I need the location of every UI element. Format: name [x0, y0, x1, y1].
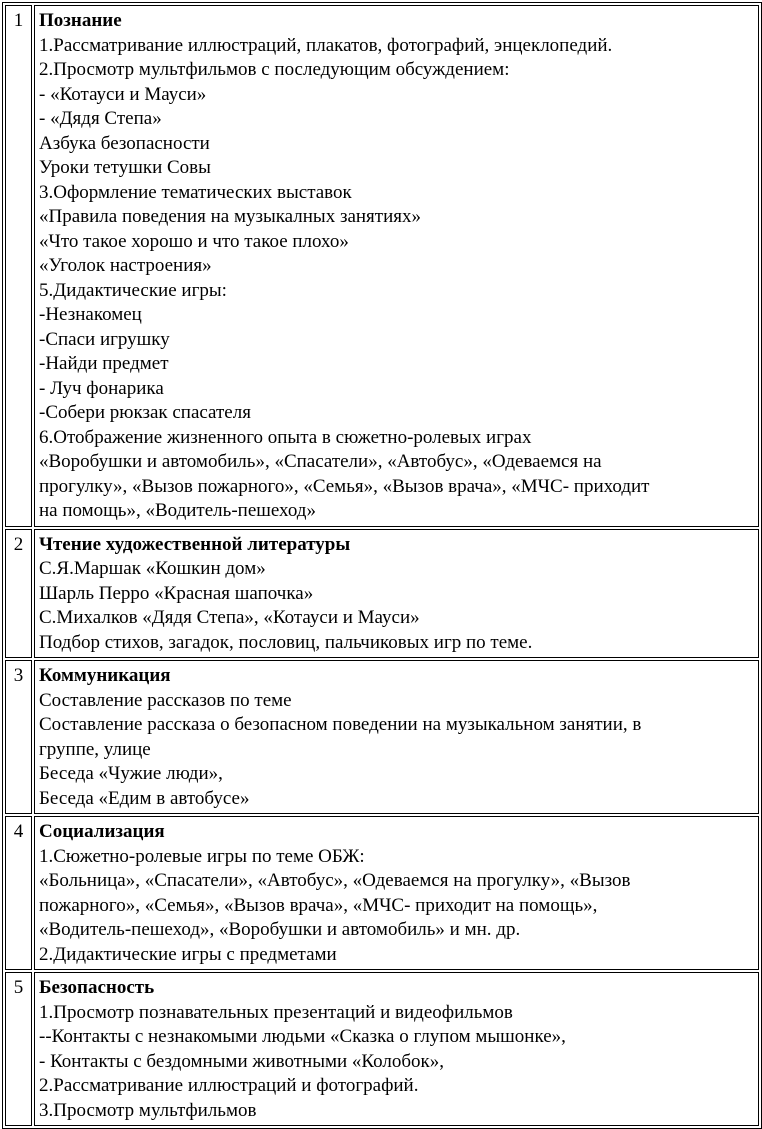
- table-row: [5, 816, 759, 970]
- section-line: 5.Дидактические игры:: [39, 279, 227, 301]
- table-row: [5, 5, 759, 527]
- section-line: 2.Просмотр мультфильмов с последующим обсуждением:: [39, 59, 510, 80]
- section-content: [34, 816, 759, 970]
- section-content: [34, 660, 759, 814]
- section-line: -Незнакомец: [39, 304, 142, 325]
- section-line: Азбука безопасности: [39, 132, 210, 154]
- section-line: прогулку», «Вызов пожарного», «Семья», «Вызов врача», «МЧС- приходит: [39, 475, 650, 497]
- section-content: [34, 972, 759, 1126]
- section-line: С.Михалков «Дядя Степа», «Котауси и Мауси»: [39, 607, 420, 628]
- section-line: «Водитель-пешеход», «Воробушки и автомобиль» и мн. др.: [39, 919, 521, 940]
- section-title: Безопасность: [39, 977, 155, 998]
- section-line: С.Я.Маршак «Кошкин дом»: [39, 558, 266, 579]
- section-line: группе, улице: [39, 738, 151, 760]
- row-number: 3: [5, 660, 32, 814]
- section-line: -Собери рюкзак спасателя: [39, 402, 251, 423]
- table-row: [5, 660, 759, 814]
- row-number: 2: [5, 529, 32, 659]
- section-title: Чтение художественной литературы: [39, 533, 351, 555]
- section-line: - Луч фонарика: [39, 377, 164, 399]
- section-content: [34, 5, 759, 527]
- section-line: -Спаси игрушку: [39, 328, 170, 350]
- row-number: 4: [5, 816, 32, 970]
- section-line: «Правила поведения на музыкалных занятиях»: [39, 206, 422, 227]
- section-line: - «Котауси и Мауси»: [39, 83, 207, 105]
- section-line: Составление рассказа о безопасном поведении на музыкальном занятии, в: [39, 714, 642, 735]
- section-line: Составление рассказов по теме: [39, 689, 292, 711]
- section-line: «Больница», «Спасатели», «Автобус», «Одеваемся на прогулку», «Вызов: [39, 870, 631, 891]
- section-line: «Уголок настроения»: [39, 255, 212, 276]
- section-title: Познание: [39, 10, 122, 31]
- section-line: «Что такое хорошо и что такое плохо»: [39, 230, 349, 252]
- section-line: Уроки тетушки Совы: [39, 157, 211, 178]
- section-line: 3.Просмотр мультфильмов: [39, 1099, 257, 1121]
- section-title: Социализация: [39, 821, 165, 842]
- row-number: 5: [5, 972, 32, 1126]
- section-line: на помощь», «Водитель-пешеход»: [39, 500, 316, 521]
- section-line: 6.Отображение жизненного опыта в сюжетно-ролевых играх: [39, 426, 532, 448]
- section-line: «Воробушки и автомобиль», «Спасатели», «Автобус», «Одеваемся на: [39, 451, 602, 472]
- activities-table: [2, 2, 762, 1129]
- section-line: пожарного», «Семья», «Вызов врача», «МЧС- приходит на помощь»,: [39, 894, 598, 916]
- section-line: Беседа «Чужие люди»,: [39, 763, 223, 784]
- section-line: - Контакты с бездомными животными «Колобок»,: [39, 1050, 445, 1072]
- row-number: 1: [5, 5, 32, 527]
- section-line: Шарль Перро «Красная шапочка»: [39, 582, 314, 604]
- section-line: 1.Рассматривание иллюстраций, плакатов, фотографий, энцеклопедий.: [39, 34, 613, 56]
- section-line: --Контакты с незнакомыми людьми «Сказка о глупом мышонке»,: [39, 1026, 566, 1047]
- section-line: Беседа «Едим в автобусе»: [39, 787, 250, 809]
- section-line: - «Дядя Степа»: [39, 108, 162, 129]
- table-row: [5, 972, 759, 1126]
- table-row: [5, 529, 759, 659]
- section-content: [34, 529, 759, 659]
- section-line: 2.Дидактические игры с предметами: [39, 943, 337, 965]
- section-line: 3.Оформление тематических выставок: [39, 181, 352, 203]
- section-line: 1.Сюжетно-ролевые игры по теме ОБЖ:: [39, 845, 365, 867]
- section-line: 2.Рассматривание иллюстраций и фотографий.: [39, 1075, 419, 1096]
- section-title: Коммуникация: [39, 665, 171, 686]
- section-line: -Найди предмет: [39, 353, 169, 374]
- section-line: Подбор стихов, загадок, пословиц, пальчиковых игр по теме.: [39, 631, 533, 653]
- section-line: 1.Просмотр познавательных презентаций и видеофильмов: [39, 1001, 513, 1023]
